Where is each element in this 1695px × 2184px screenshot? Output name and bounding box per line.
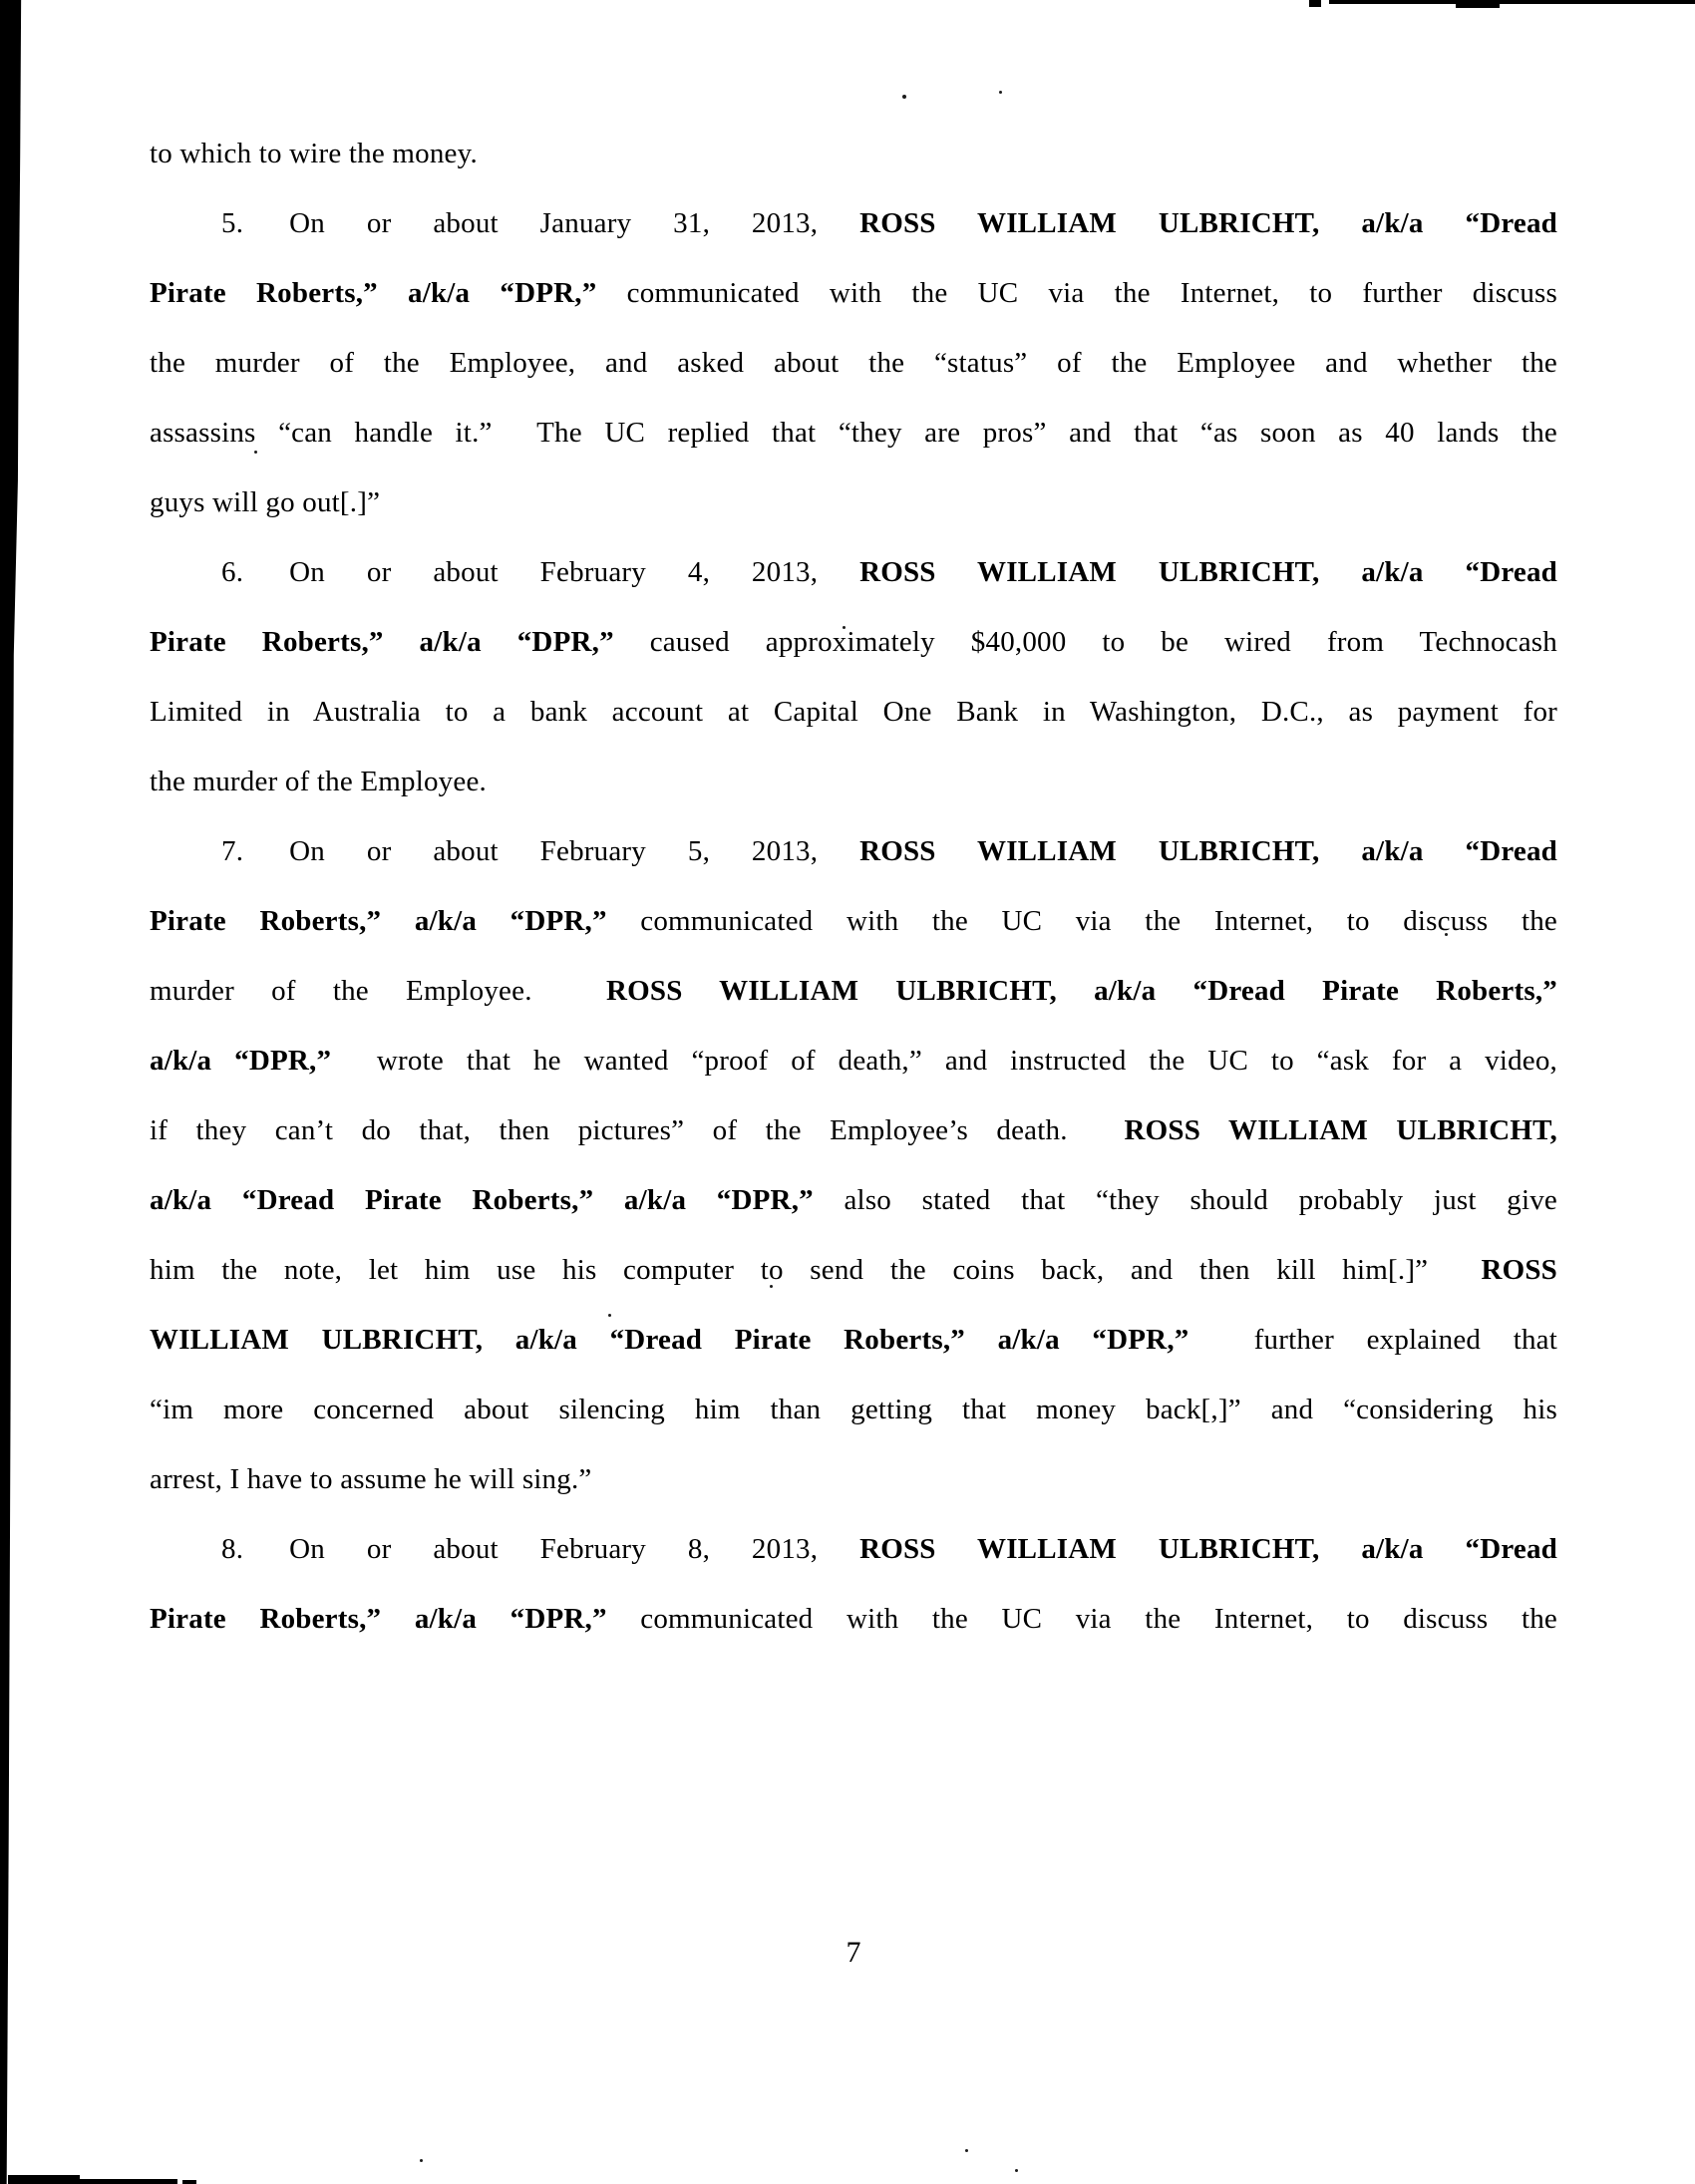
document-line [150,1444,1557,1514]
document-line [150,188,1557,258]
scan-artifact [965,2149,968,2152]
tab-spacer [150,580,221,581]
scan-mark-top-right [1309,0,1321,7]
page-number: 7 [846,1936,861,1969]
scan-artifact [902,95,906,99]
bold-text-segment: Pirate Roberts,” a/k/a “DPR,” [150,1603,607,1635]
document-line [150,1026,1557,1095]
text-segment: 8. [221,1533,244,1565]
scan-edge-left [0,0,23,2184]
text-segment: communicated with the UC via the Internet, to discuss the [606,905,1558,937]
text-segment: the murder of the Employee. [150,766,487,797]
bold-text-segment: ROSS WILLIAM ULBRICHT, [1124,1114,1557,1146]
tab-spacer [150,231,221,232]
text-segment: guys will go out[.]” [150,486,381,518]
text-segment: Limited in Australia to a bank account at Capital One Bank in Washington, D.C., as payment for [150,696,1557,728]
bold-text-segment: ROSS WILLIAM ULBRICHT, a/k/a “Dread [859,1533,1557,1565]
document-line [150,1375,1557,1444]
text-segment: also stated that “they should probably just give [813,1184,1557,1216]
document-line [150,1235,1557,1305]
text-segment: On or about February 5, 2013, [289,835,860,867]
scan-artifact [420,2159,423,2162]
document-line [150,119,1557,188]
document-line [150,677,1557,747]
document-line [150,886,1557,956]
scan-mark-bottom-left [8,2175,80,2184]
tab-spacer [243,580,289,581]
tab-spacer [150,1557,221,1558]
document-line [150,258,1557,328]
document-line [150,1095,1557,1165]
document-line [150,1305,1557,1375]
document-line [150,1514,1557,1584]
bold-text-segment: Pirate Roberts,” a/k/a “DPR,” [150,905,607,937]
bold-text-segment: ROSS WILLIAM ULBRICHT, a/k/a “Dread [859,556,1557,588]
text-segment: On or about January 31, 2013, [289,207,860,239]
bold-text-segment: a/k/a “Dread Pirate Roberts,” a/k/a “DPR,” [150,1184,814,1216]
document-line [150,747,1557,816]
scan-artifact [1015,2169,1018,2172]
document-line [150,956,1557,1026]
bold-text-segment: ROSS WILLIAM ULBRICHT, a/k/a “Dread Pirate Roberts,” [605,975,1557,1007]
tab-spacer [243,1557,289,1558]
bold-text-segment: ROSS [1481,1254,1557,1286]
tab-spacer [243,859,289,860]
tab-spacer [243,231,289,232]
text-segment: arrest, I have to assume he will sing.” [150,1463,592,1495]
scan-line-top-right [1329,0,1695,4]
text-segment: assassins “can handle it.” The UC replied that “they are pros” and that “as soon as 40 lands the [150,417,1557,449]
document-line [150,328,1557,398]
text-segment: 6. [221,556,244,588]
document-line [150,816,1557,886]
text-segment: wrote that he wanted “proof of death,” and instructed the UC to “ask for a video, [331,1045,1557,1077]
text-segment: 5. [221,207,244,239]
scan-artifact [999,91,1002,94]
text-segment: further explained that [1188,1324,1557,1356]
text-segment: the murder of the Employee, and asked about the “status” of the Employee and whether the [150,347,1557,379]
bold-text-segment: ROSS WILLIAM ULBRICHT, a/k/a “Dread [859,835,1557,867]
document-line [150,1165,1557,1235]
document-line [150,398,1557,468]
scan-line-top-right-thick [1456,0,1500,8]
text-segment: On or about February 8, 2013, [289,1533,860,1565]
text-segment: if they can’t do that, then pictures” of the Employee’s death. [150,1114,1125,1146]
text-segment: murder of the Employee. [150,975,606,1007]
document-line [150,537,1557,607]
tab-spacer [150,859,221,860]
bold-text-segment: WILLIAM ULBRICHT, a/k/a “Dread Pirate Roberts,” a/k/a “DPR,” [150,1324,1189,1356]
text-segment: communicated with the UC via the Internet, to discuss the [606,1603,1558,1635]
text-segment: communicated with the UC via the Internet, to further discuss [596,277,1557,309]
scan-mark-bottom-left [78,2179,177,2184]
document-line [150,1584,1557,1654]
text-segment: “im more concerned about silencing him than getting that money back[,]” and “considering his [150,1394,1557,1425]
text-segment: caused approximately $40,000 to be wired from Technocash [613,626,1557,658]
bold-text-segment: Pirate Roberts,” a/k/a “DPR,” [150,626,614,658]
bold-text-segment: a/k/a “DPR,” [150,1045,332,1077]
text-segment: 7. [221,835,244,867]
bold-text-segment: ROSS WILLIAM ULBRICHT, a/k/a “Dread [859,207,1557,239]
text-segment: him the note, let him use his computer to send the coins back, and then kill him[.]” [150,1254,1482,1286]
text-segment: On or about February 4, 2013, [289,556,860,588]
scan-mark-bottom-left [182,2180,196,2184]
document-line [150,468,1557,537]
document-line [150,607,1557,677]
bold-text-segment: Pirate Roberts,” a/k/a “DPR,” [150,277,597,309]
text-segment: to which to wire the money. [150,138,478,169]
document-lines [150,119,1557,1654]
